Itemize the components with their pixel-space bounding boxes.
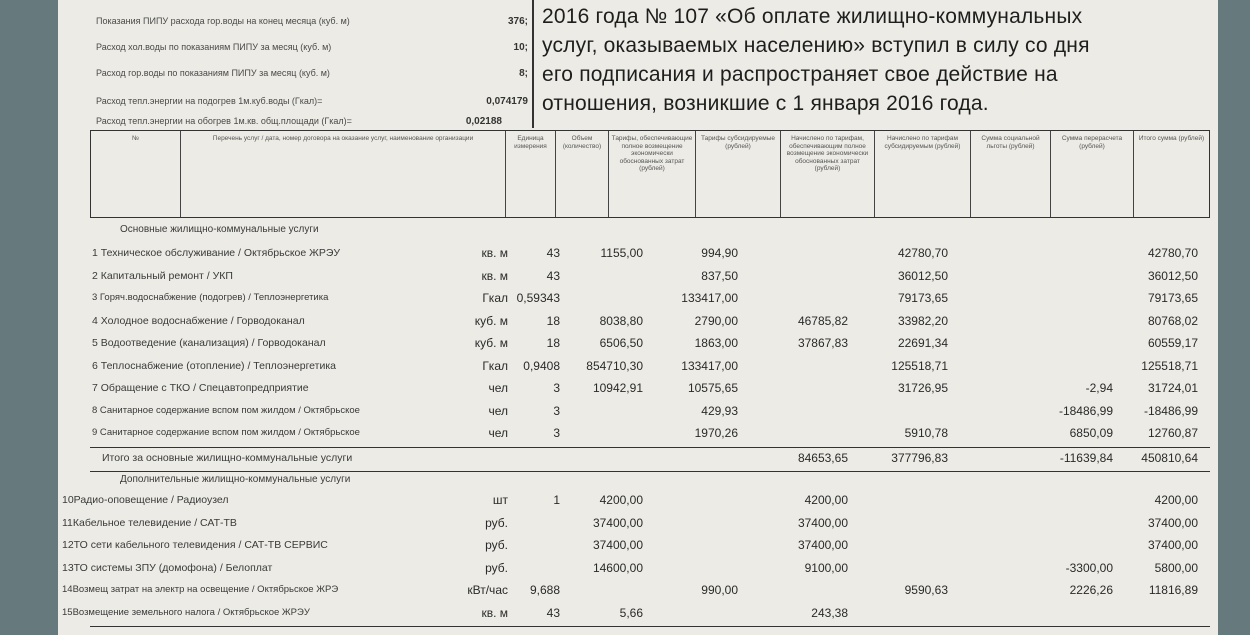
tariff-full-cell: 854710,30 <box>586 358 643 373</box>
charged-full-cell: 37867,83 <box>797 336 848 350</box>
tariff-full-cell: 4200,00 <box>599 493 643 507</box>
tariff-full-cell: 37400,00 <box>592 538 643 552</box>
divider <box>90 471 1210 472</box>
unit-cell: куб. м <box>474 313 508 328</box>
charged-subsidized-cell: 5910,78 <box>904 426 948 440</box>
tariff-subsidized-cell: 2790,00 <box>694 313 738 328</box>
service-name: 2 Капитальный ремонт / УКП <box>92 269 233 282</box>
quantity-cell: 3 <box>553 381 560 395</box>
service-name: 10Радио-оповещение / Радиоузел <box>62 494 229 506</box>
tariff-subsidized-cell: 133417,00 <box>681 291 738 305</box>
notice-line: его подписания и распространяет свое действие на <box>542 63 1058 86</box>
unit-cell: чел <box>488 403 508 418</box>
main-total-row <box>58 451 1218 473</box>
total-total: 450810,64 <box>1141 451 1198 465</box>
unit-cell: руб. <box>485 560 508 575</box>
total-cell: 12760,87 <box>1147 426 1198 440</box>
table-header-cell: Итого сумма (рублей) <box>1138 135 1205 142</box>
meter-reading-label: Расход тепл.энергии на подогрев 1м.куб.воды (Гкал)= <box>96 96 323 106</box>
table-header-cell: Начислено по тарифам, обеспечивающим полное возмещение экономически обоснованных затрат (рублей) <box>781 131 875 217</box>
total-cell: 31724,01 <box>1147 381 1198 395</box>
charged-subsidized-cell: 33982,20 <box>897 313 948 328</box>
total-charged-sub: 377796,83 <box>891 451 948 465</box>
tariff-subsidized-cell: 994,90 <box>701 246 738 260</box>
table-row <box>58 359 1218 381</box>
total-cell: 125518,71 <box>1141 358 1198 373</box>
charged-full-cell: 4200,00 <box>804 493 848 507</box>
tariff-full-cell: 6506,50 <box>599 336 643 350</box>
table-header-cell: Начислено по тарифам субсидируемым (рублей) <box>875 131 971 217</box>
table-row <box>58 516 1218 538</box>
quantity-cell: 18 <box>546 313 560 328</box>
total-cell: 4200,00 <box>1154 493 1198 507</box>
section-title-extra: Дополнительные жилищно-коммунальные услуги <box>120 474 351 485</box>
recalculation-cell: -2,94 <box>1085 381 1113 395</box>
table-header-cell: Объем (количество) <box>556 131 609 217</box>
table-row <box>58 561 1218 583</box>
service-name: 3 Горяч.водоснабжение (подогрев) / Теплоэнергетика <box>92 292 329 303</box>
unit-cell: руб. <box>485 515 508 530</box>
total-cell: 79173,65 <box>1147 291 1198 305</box>
total-cell: 36012,50 <box>1147 268 1198 283</box>
table-row <box>58 493 1218 515</box>
table-header <box>90 130 1210 218</box>
notice-line: отношения, возникшие с 1 января 2016 года. <box>542 92 989 115</box>
table-row <box>58 336 1218 358</box>
tariff-full-cell: 14600,00 <box>592 560 643 575</box>
table-row <box>58 583 1218 605</box>
quantity-cell: 0,9408 <box>523 358 560 373</box>
quantity-cell: 9,688 <box>529 583 560 597</box>
service-name: 5 Водоотведение (канализация) / Горводоканал <box>92 337 326 349</box>
charged-subsidized-cell: 79173,65 <box>897 291 948 305</box>
service-name: 14Возмещ затрат на электр на освещение / Октябрьское ЖРЭ <box>62 584 339 595</box>
charged-subsidized-cell: 125518,71 <box>891 358 948 373</box>
tariff-subsidized-cell: 10575,65 <box>687 381 738 395</box>
service-name: 13ТО системы ЗПУ (домофона) / Белоплат <box>62 561 273 574</box>
table-row <box>58 314 1218 336</box>
unit-cell: шт <box>492 493 508 507</box>
quantity-cell: 43 <box>546 605 560 620</box>
unit-cell: кв. м <box>481 605 508 620</box>
meter-reading-row <box>58 96 532 110</box>
total-cell: 5800,00 <box>1154 560 1198 575</box>
tariff-full-cell: 5,66 <box>619 605 643 620</box>
total-label: Итого за основные жилищно-коммунальные услуги <box>102 452 353 464</box>
meter-reading-label: Расход хол.воды по показаниям ПИПУ за месяц (куб. м) <box>96 42 332 52</box>
charged-full-cell: 37400,00 <box>797 515 848 530</box>
notice-line: услуг, оказываемых населению» вступил в силу со дня <box>542 34 1090 57</box>
charged-full-cell: 243,38 <box>811 605 848 620</box>
table-row <box>58 269 1218 291</box>
total-cell: 60559,17 <box>1147 336 1198 350</box>
meter-reading-value: 10; <box>513 42 528 53</box>
tariff-subsidized-cell: 837,50 <box>701 268 738 283</box>
service-name: 8 Санитарное содержание вспом пом жилдом / Октябрьское <box>92 404 360 416</box>
unit-cell: чел <box>488 381 508 395</box>
unit-cell: чел <box>488 426 508 440</box>
charged-full-cell: 46785,82 <box>797 313 848 328</box>
charged-full-cell: 37400,00 <box>797 538 848 552</box>
table-header-cell: Единица измерения <box>506 131 556 217</box>
tariff-full-cell: 10942,91 <box>592 381 643 395</box>
meter-reading-row <box>58 42 532 56</box>
meter-reading-value: 0,074179 <box>486 96 528 107</box>
tariff-full-cell: 8038,80 <box>599 313 643 328</box>
tariff-subsidized-cell: 1863,00 <box>694 336 738 350</box>
meter-reading-label: Расход тепл.энергии на обогрев 1м.кв. общ.площади (Гкал)= <box>96 116 352 126</box>
meter-reading-label: Расход гор.воды по показаниям ПИПУ за месяц (куб. м) <box>96 68 330 78</box>
table-row <box>58 381 1218 403</box>
table-header-cell: № <box>91 131 181 217</box>
meter-reading-row <box>58 68 532 82</box>
meter-reading-value: 0,02188 <box>465 116 502 127</box>
meter-reading-row <box>58 16 532 30</box>
unit-cell: кВт/час <box>467 583 508 597</box>
total-recalc: -11639,84 <box>1059 451 1113 465</box>
meter-reading-value: 376; <box>507 16 528 27</box>
unit-cell: Гкал <box>482 358 508 373</box>
table-row <box>58 291 1218 313</box>
total-cell: 80768,02 <box>1147 313 1198 328</box>
service-name: 11Кабельное телевидение / САТ-ТВ <box>62 516 237 529</box>
table-row <box>58 606 1218 628</box>
charged-subsidized-cell: 42780,70 <box>897 246 948 260</box>
unit-cell: руб. <box>485 538 508 552</box>
quantity-cell: 0,59343 <box>516 291 560 305</box>
recalculation-cell: 6850,09 <box>1069 426 1113 440</box>
tariff-subsidized-cell: 1970,26 <box>694 426 738 440</box>
section-title-main: Основные жилищно-коммунальные услуги <box>120 224 319 235</box>
quantity-cell: 43 <box>546 246 560 260</box>
table-header-cell: Сумма социальной льготы (рублей) <box>971 131 1051 217</box>
tariff-subsidized-cell: 429,93 <box>701 403 738 418</box>
charged-subsidized-cell: 22691,34 <box>897 336 948 350</box>
charged-subsidized-cell: 36012,50 <box>897 268 948 283</box>
total-cell: 42780,70 <box>1147 246 1198 260</box>
utility-bill-paper <box>58 0 1218 635</box>
recalculation-cell: -3300,00 <box>1065 560 1113 575</box>
total-cell: 37400,00 <box>1147 538 1198 552</box>
legal-notice <box>532 0 1218 128</box>
service-name: 9 Санитарное содержание вспом пом жилдом / Октябрьское <box>92 427 360 438</box>
table-header-cell: Тарифы субсидируемые (рублей) <box>696 131 781 217</box>
tariff-full-cell: 37400,00 <box>592 515 643 530</box>
charged-subsidized-cell: 31726,95 <box>897 381 948 395</box>
total-cell: 37400,00 <box>1147 515 1198 530</box>
service-name: 1 Техническое обслуживание / Октябрьское ЖРЭУ <box>92 247 341 259</box>
quantity-cell: 3 <box>553 403 560 418</box>
quantity-cell: 43 <box>546 268 560 283</box>
table-header-cell: Сумма перерасчета (рублей) <box>1051 131 1134 217</box>
charged-full-cell: 9100,00 <box>804 560 848 575</box>
unit-cell: кв. м <box>481 268 508 283</box>
recalculation-cell: -18486,99 <box>1058 403 1113 418</box>
unit-cell: кв. м <box>481 246 508 260</box>
meter-reading-value: 8; <box>519 68 528 79</box>
tariff-full-cell: 1155,00 <box>600 246 643 260</box>
table-row <box>58 246 1218 268</box>
unit-cell: куб. м <box>474 336 508 350</box>
notice-line: 2016 года № 107 «Об оплате жилищно-коммунальных <box>542 5 1083 28</box>
divider <box>90 447 1210 448</box>
quantity-cell: 18 <box>546 336 560 350</box>
meter-reading-row <box>58 116 532 130</box>
table-row <box>58 426 1218 448</box>
total-cell: -18486,99 <box>1143 403 1198 418</box>
total-charged-full: 84653,65 <box>797 451 848 465</box>
table-header-cell: Перечень услуг / дата, номер договора на оказание услуг, наименование организации <box>181 131 506 217</box>
tariff-subsidized-cell: 133417,00 <box>681 358 738 373</box>
divider <box>90 626 1210 627</box>
service-name: 7 Обращение с ТКО / Спецавтопредприятие <box>92 382 309 394</box>
table-row <box>58 538 1218 560</box>
total-cell: 11816,89 <box>1148 583 1198 597</box>
recalculation-cell: 2226,26 <box>1069 583 1113 597</box>
table-row <box>58 404 1218 426</box>
unit-cell: Гкал <box>482 291 508 305</box>
service-name: 12ТО сети кабельного телевидения / САТ-ТВ СЕРВИС <box>62 539 328 551</box>
quantity-cell: 1 <box>553 493 560 507</box>
charged-subsidized-cell: 9590,63 <box>904 583 948 597</box>
quantity-cell: 3 <box>553 426 560 440</box>
tariff-subsidized-cell: 990,00 <box>701 583 738 597</box>
table-header-cell: Тарифы, обеспечивающие полное возмещение экономически обоснованных затрат (рублей) <box>609 131 696 217</box>
meter-reading-label: Показания ПИПУ расхода гор.воды на конец месяца (куб. м) <box>96 16 350 26</box>
service-name: 4 Холодное водоснабжение / Горводоканал <box>92 314 305 327</box>
service-name: 6 Теплоснабжение (отопление) / Теплоэнергетика <box>92 359 336 372</box>
service-name: 15Возмещение земельного налога / Октябрьское ЖРЭУ <box>62 606 310 618</box>
